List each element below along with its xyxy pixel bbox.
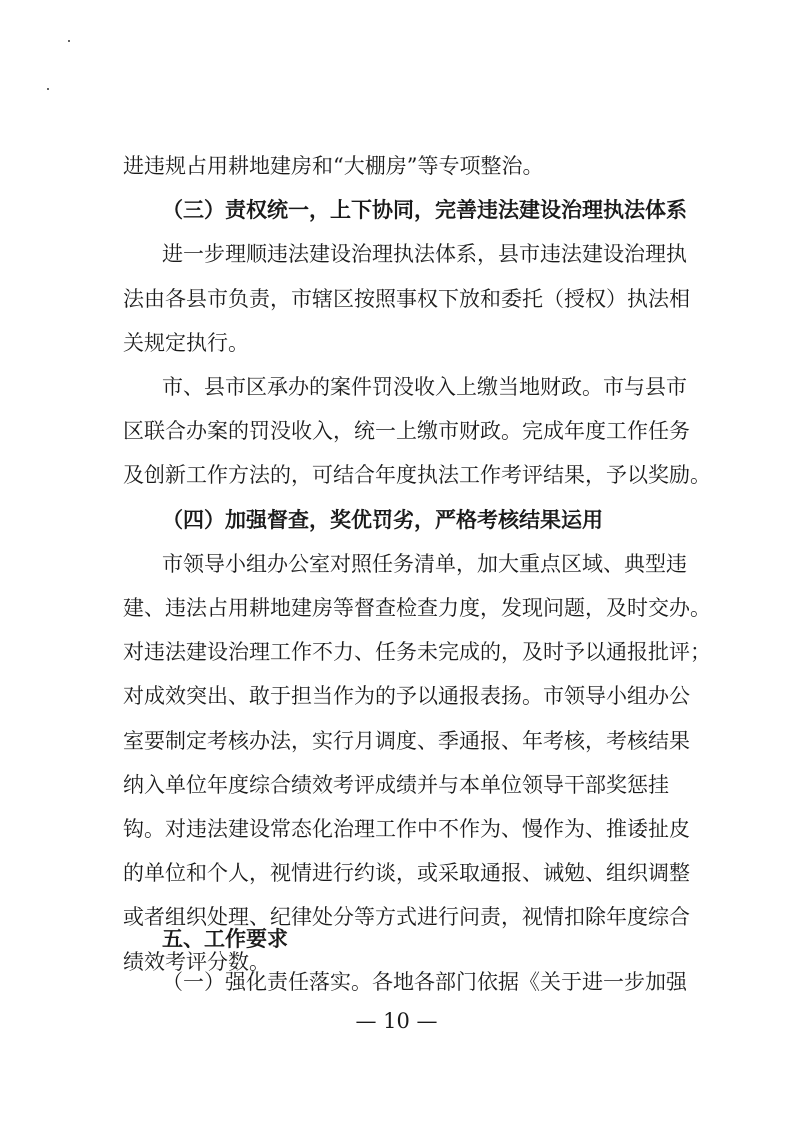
body-text-line: 区联合办案的罚没收入，统一上缴市财政。完成年度工作任务 [123, 419, 690, 443]
body-text-line: 对成效突出、敢于担当作为的予以通报表扬。市领导小组办公 [123, 684, 690, 708]
body-text-line: 关规定执行。 [123, 331, 249, 355]
scan-speck [47, 88, 49, 90]
body-text-line: 对违法建设治理工作不力、任务未完成的，及时予以通报批评； [123, 640, 711, 664]
subsection-heading: （四）加强督查，奖优罚劣，严格考核结果运用 [162, 507, 603, 532]
body-text-line: 钩。对违法建设常态化治理工作中不作为、慢作为、推诿扯皮 [123, 817, 690, 841]
body-text-line: （一）强化责任落实。各地各部门依据《关于进一步加强 [162, 970, 687, 994]
body-text-line: 的单位和个人，视情进行约谈，或采取通报、诫勉、组织调整 [123, 861, 690, 885]
body-text-line: 纳入单位年度综合绩效考评成绩并与本单位领导干部奖惩挂 [123, 773, 669, 797]
subsection-heading: （三）责权统一，上下协同，完善违法建设治理执法体系 [162, 197, 687, 222]
scan-speck [68, 40, 70, 42]
page-number: — 10 — [355, 1009, 438, 1033]
body-text-line: 建、违法占用耕地建房等督查检查力度，发现问题，及时交办。 [123, 596, 711, 620]
body-text-line: 进一步理顺违法建设治理执法体系，县市违法建设治理执 [162, 242, 687, 266]
section-heading: 五、工作要求 [162, 927, 288, 951]
body-text-line: 进违规占用耕地建房和“大棚房”等专项整治。 [123, 154, 544, 178]
body-text-line: 及创新工作方法的，可结合年度执法工作考评结果，予以奖励。 [123, 463, 711, 487]
body-text-line: 市、县市区承办的案件罚没收入上缴当地财政。市与县市 [162, 375, 687, 399]
body-text-line: 绩效考评分数。 [123, 950, 270, 974]
body-text-line: 法由各县市负责，市辖区按照事权下放和委托（授权）执法相 [123, 287, 690, 311]
body-text-line: 市领导小组办公室对照任务清单，加大重点区域、典型违 [162, 552, 687, 576]
body-text-line: 室要制定考核办法，实行月调度、季通报、年考核，考核结果 [123, 729, 690, 753]
body-text-line: 或者组织处理、纪律处分等方式进行问责，视情扣除年度综合 [123, 905, 690, 929]
